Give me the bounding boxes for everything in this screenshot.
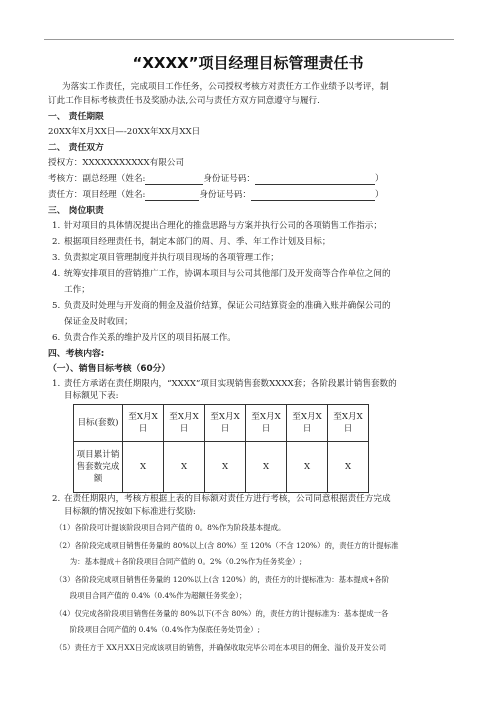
duty-item xyxy=(52,237,330,248)
value-cell: X xyxy=(123,442,164,493)
table-value-row xyxy=(74,442,369,493)
table-header-row xyxy=(74,405,369,442)
period-label: 至X月X xyxy=(333,412,363,422)
responsible-name-blank xyxy=(145,191,199,201)
responsible-line xyxy=(48,190,384,201)
table-corner-cell: 目标(套数) xyxy=(74,405,123,442)
period-label: 至X月X xyxy=(292,412,322,422)
assessor-id-blank xyxy=(255,175,375,185)
duty-item xyxy=(52,301,391,312)
section-1-heading: 一、 责任期限 xyxy=(48,112,104,122)
period-cell xyxy=(328,405,369,442)
duty-number: 4. xyxy=(52,269,61,279)
section-3-heading: 三、 岗位职责 xyxy=(48,206,104,216)
period-suffix: 日 xyxy=(261,424,271,434)
duty-text: 工作； xyxy=(64,285,90,295)
duty-item xyxy=(52,253,279,264)
duty-text: 负责及时处理与开发商的佣金及溢价结算，保证公司结算资金的准确入账并确保公司的 xyxy=(64,301,391,311)
document-title: “XXXX”项目经理目标管理责任书 xyxy=(132,54,364,72)
value-cell: X xyxy=(164,442,205,493)
paragraph-number: 2. xyxy=(52,494,61,504)
duty-item xyxy=(52,269,391,280)
assessor-label: 考核方：副总经理（姓名: xyxy=(48,174,146,184)
reward-rule-continued: 阶段项目合同产值的 0.4%（0.4%作为保底任务处罚金）; xyxy=(55,625,260,634)
duty-text: 保证金及时收回； xyxy=(64,317,133,327)
value-cell: X xyxy=(287,442,328,493)
period-label: 至X月X xyxy=(251,412,281,422)
period-label: 至X月X xyxy=(210,412,240,422)
duty-number: 1. xyxy=(52,221,61,231)
header-rule xyxy=(44,39,454,40)
duty-number: 2. xyxy=(52,237,61,247)
target-paragraph-line-2 xyxy=(52,391,118,402)
intro-line-1: 为落实工作责任，完成项目工作任务，公司授权考核方对责任方工作业绩予以考评，制 xyxy=(62,82,389,92)
duty-text: 根据项目经理责任书，制定本部门的周、月、季、年工作计划及目标； xyxy=(64,237,331,247)
intro-line-2: 订此工作目标考核责任书及奖励办法,公司与责任方双方同意遵守与履行. xyxy=(48,96,320,106)
responsible-close: ） xyxy=(375,190,384,200)
responsible-id-blank xyxy=(251,191,375,201)
paragraph-text: 目标额见下表: xyxy=(64,391,119,401)
period-label: 至X月X xyxy=(169,412,199,422)
period-suffix: 日 xyxy=(179,424,189,434)
subsection-sales-target: （一）、销售目标考核（60分） xyxy=(48,364,171,374)
duty-number: 5. xyxy=(52,301,61,311)
period-suffix: 日 xyxy=(343,424,353,434)
paragraph-number: 1. xyxy=(52,379,61,389)
assessor-close: ） xyxy=(375,174,384,184)
sales-target-table xyxy=(73,404,369,493)
reward-rule-continued: 为：基本提成＋各阶段项目合同产值的 0。2%（0.2%作为任务奖金）; xyxy=(55,557,302,566)
term-dates: 20XX年X月XX日—-20XX年XX月XX日 xyxy=(48,127,201,137)
value-cell: X xyxy=(328,442,369,493)
reward-rule: （3）各阶段完成项目销售任务量的 120%以上(含 120%）的，责任方的计提标准为：基本提成+各阶 xyxy=(55,575,390,584)
duty-text: 负责合作关系的维护及片区的项目拓展工作。 xyxy=(64,333,236,343)
reward-paragraph-line-2 xyxy=(52,507,196,518)
period-cell xyxy=(205,405,246,442)
grantor-line: 授权方：XXXXXXXXXXX有限公司 xyxy=(48,158,185,168)
period-suffix: 日 xyxy=(302,424,312,434)
value-cell: X xyxy=(246,442,287,493)
responsible-id-label: 身份证号码： xyxy=(199,190,252,200)
period-cell xyxy=(287,405,328,442)
duty-item xyxy=(52,333,236,344)
duty-number: 3. xyxy=(52,253,61,263)
duty-number: 6. xyxy=(52,333,61,343)
row-label-cell xyxy=(74,442,123,493)
row-label-line: 项目累计销 xyxy=(76,450,120,460)
duty-text: 统筹安排项目的营销推广工作，协调本项目与公司其他部门及开发商等合作单位之间的 xyxy=(64,269,391,279)
duty-item-continued xyxy=(52,317,133,328)
reward-rule: （1）各阶段可计提该阶段项目合同产值的 0。8%作为阶段基本提成。 xyxy=(55,523,286,532)
duty-text: 针对项目的具体情况提出合理化的推盘思路与方案并执行公司的各项销售工作指示； xyxy=(64,221,382,231)
period-suffix: 日 xyxy=(138,424,148,434)
reward-rule: （5）责任方于 XX月XX日完成该项目的销售，并确保收取完毕公司在本项目的佣金、溢价及开发公司 xyxy=(55,643,387,652)
section-4-heading: 四、考核内容: xyxy=(48,349,105,359)
duty-item xyxy=(52,221,382,232)
section-2-heading: 二、 责任双方 xyxy=(48,143,104,153)
reward-rule: （2）各阶段完成项目销售任务量的 80%以上(含 80%）至 120%（不含 120%）的，责任方的计提标准 xyxy=(55,541,399,550)
row-label-line: 额 xyxy=(93,474,103,484)
assessor-name-blank xyxy=(145,175,203,185)
responsible-label: 责任方：项目经理（姓名: xyxy=(48,190,146,200)
assessor-line xyxy=(48,174,384,185)
reward-rule: （4）仅完成各阶段项目销售任务量的 80%以下(不含 80%）的，责任方的计提标准为：基本提成一各 xyxy=(55,609,389,618)
assessor-id-label: 身份证号码： xyxy=(203,174,256,184)
row-label-line: 售套数完成 xyxy=(76,462,120,472)
duty-item-continued xyxy=(52,285,90,296)
period-cell xyxy=(123,405,164,442)
target-paragraph-line-1 xyxy=(52,379,397,390)
paragraph-text: 目标额的情况按如下标准进行奖励: xyxy=(64,507,196,517)
reward-rule-continued: 段项目合同产值的 0.4%（0.4%作为超额任务奖金）； xyxy=(55,591,247,600)
period-suffix: 日 xyxy=(220,424,230,434)
duty-text: 负责拟定项目管理制度并执行项目现场的各项管理工作； xyxy=(64,253,279,263)
value-cell: X xyxy=(205,442,246,493)
reward-paragraph-line-1 xyxy=(52,494,391,505)
paragraph-text: 在责任期限内，考核方根据上表的目标额对责任方进行考核，公司同意根据责任方完成 xyxy=(64,494,391,504)
paragraph-text: 责任方承诺在责任期限内，“XXXX”项目实现销售套数XXXX套；各阶段累计销售套数的 xyxy=(64,379,397,389)
period-label: 至X月X xyxy=(128,412,158,422)
period-cell xyxy=(164,405,205,442)
period-cell xyxy=(246,405,287,442)
